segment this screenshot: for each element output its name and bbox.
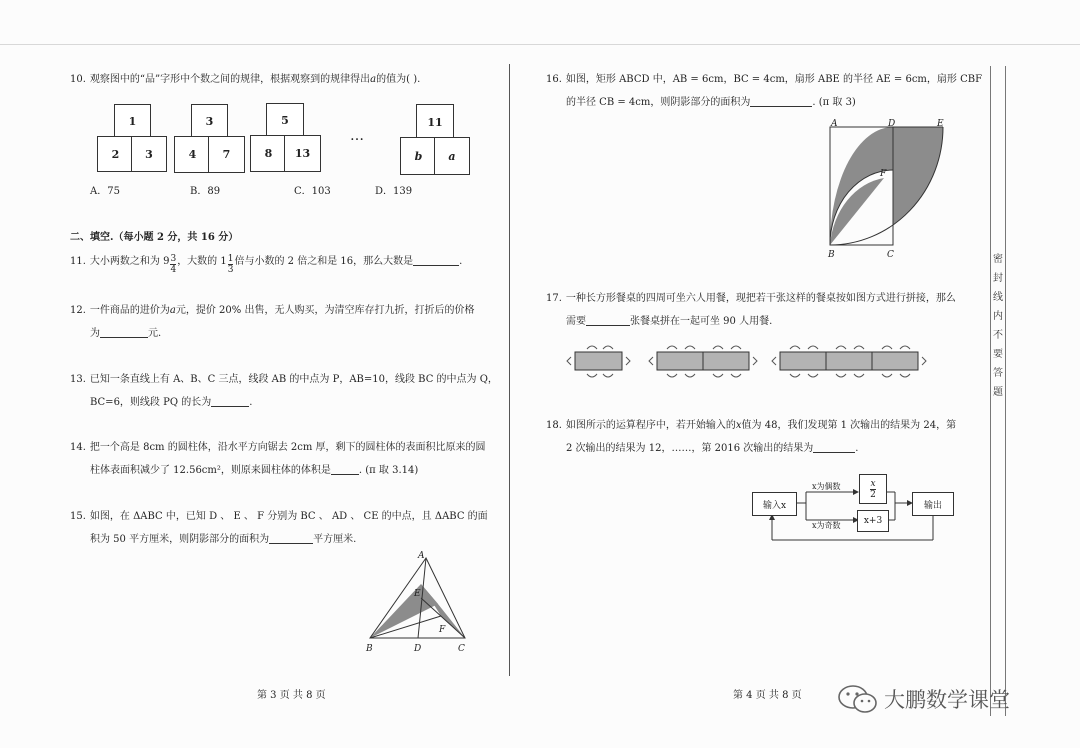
fraction: $\frac{1}{3}$ [227, 254, 234, 275]
top-border [0, 44, 1080, 45]
answer-blank[interactable] [813, 440, 855, 453]
pin-left: b [400, 137, 437, 175]
label-d: D [414, 644, 422, 654]
answer-blank[interactable] [211, 394, 249, 407]
choice-d[interactable]: D．139 [375, 186, 413, 197]
table-group-3 [772, 346, 926, 377]
question-17: 17. 一种长方形餐桌的四周可坐六人用餐，现把若干张这样的餐桌按如图方式进行拼接，那么 [546, 293, 956, 304]
label-b: B [366, 644, 373, 654]
ellipsis: … [350, 128, 364, 144]
flow-half-box [859, 474, 887, 504]
table-group-2 [649, 346, 757, 377]
label-e: E [414, 589, 421, 599]
table [872, 352, 918, 370]
section-title: 二、填空.（每小题 2 分，共 16 分） [70, 232, 239, 243]
question-18: 18. 如图所示的运算程序中，若开始输入的x值为 48，我们发现第 1 次输出的结果为 24，第 [546, 420, 957, 431]
question-14: 14. 把一个高是 8cm 的圆柱体，沿水平方向锯去 2cm 厚，剩下的圆柱体的表面积比原来的圆 [70, 442, 486, 453]
label-b: B [828, 250, 835, 260]
fraction: $\frac{x}{2}$ [870, 478, 876, 500]
pin-left: 8 [250, 135, 287, 172]
table [657, 352, 703, 370]
footer-right: 第 4 页 共 8 页 [733, 690, 802, 701]
flow-output-box: 输出 [912, 492, 954, 516]
question-15-line2: 积为 50 平方厘米，则阴影部分的面积为 平方厘米. [90, 528, 356, 551]
question-14-line2: 柱体表面积减少了 12.56cm²，则原来圆柱体的体积是 . (π 取 3.14) [90, 459, 418, 482]
pin-right: 13 [284, 135, 321, 172]
question-12-line2: 为 元. [90, 322, 161, 345]
wechat-icon [836, 682, 880, 716]
flow-input-box: 输入x [752, 492, 797, 516]
label-a: A [831, 119, 838, 129]
answer-blank[interactable] [269, 531, 313, 544]
label-a: A [418, 551, 425, 561]
fraction: $\frac{3}{4}$ [170, 254, 177, 275]
pin-left: 4 [174, 136, 211, 173]
choice-c[interactable]: C．103 [294, 186, 331, 197]
question-17-line2: 需要 张餐桌拼在一起可坐 90 人用餐. [566, 310, 772, 333]
pin-top: 11 [416, 104, 454, 140]
question-13: 13. 已知一条直线上有 A、B、C 三点，线段 AB 的中点为 P，AB=10，线段 BC 的中点为 Q， [70, 374, 498, 385]
table [826, 352, 872, 370]
pin-right: 7 [208, 136, 245, 173]
choice-a[interactable]: A．75 [90, 186, 120, 197]
pin-top: 5 [266, 103, 304, 138]
answer-blank[interactable] [413, 253, 459, 266]
label-c: C [887, 250, 894, 260]
question-12: 12. 一件商品的进价为a元，提价 20% 出售，无人购买，为清空库存打九折，打折后的价格 [70, 305, 475, 316]
choice-b[interactable]: B．89 [190, 186, 221, 197]
binding-text: 密封线内不要答题 [993, 254, 1003, 398]
pin-left: 2 [97, 136, 134, 172]
answer-blank[interactable] [331, 462, 359, 475]
table-group-1 [567, 346, 630, 377]
rectangle-sector-figure [820, 118, 950, 260]
flow-plus3-box: x+3 [857, 510, 889, 532]
watermark-text: 大鹏数学课堂 [884, 688, 1010, 712]
triangle-figure [360, 550, 480, 660]
question-10: 10. 观察图中的“品”字形中个数之间的规律，根据观察到的规律得出a的值为( ). [70, 74, 421, 85]
label-d: D [888, 119, 896, 129]
question-18-line2: 2 次输出的结果为 12，……，第 2016 次输出的结果为 . [566, 437, 858, 460]
label-c: C [458, 644, 465, 654]
label-f: F [880, 169, 887, 179]
answer-blank[interactable] [586, 313, 630, 326]
label-e: E [937, 119, 944, 129]
question-16: 16. 如图，矩形 ABCD 中，AB = 6cm，BC = 4cm，扇形 ABE 的半径 AE = 6cm，扇形 CBF [546, 74, 983, 85]
unshaded-inner [830, 170, 893, 245]
footer-left: 第 3 页 共 8 页 [257, 690, 326, 701]
label-f: F [439, 625, 446, 635]
pin-top: 1 [114, 104, 151, 139]
question-13-line2: BC=6，则线段 PQ 的长为 . [90, 391, 252, 414]
question-16-line2: 的半径 CB = 4cm，则阴影部分的面积为 . (π 取 3) [566, 91, 856, 114]
question-11: 11. 大小两数之和为 9 $\frac{3}{4}$ ，大数的 1 $\frac{1}{3}$ 倍与小数的 2 倍之和是 16，那么大数是 . [70, 254, 463, 275]
pin-right: a [434, 137, 470, 175]
watermark [836, 682, 1010, 716]
flow-label-odd: x为奇数 [812, 521, 841, 530]
pin-right: 3 [131, 136, 167, 172]
flow-label-even: x为偶数 [812, 482, 841, 491]
table [703, 352, 749, 370]
pin-top: 3 [191, 104, 228, 139]
page-divider [509, 64, 510, 676]
question-15: 15. 如图，在 ΔABC 中，已知 D 、 E 、 F 分别为 BC 、 AD 、 CE 的中点，且 ΔABC 的面 [70, 511, 488, 522]
tables-figure [565, 340, 945, 382]
table [575, 352, 622, 370]
answer-blank[interactable] [100, 325, 148, 338]
table [780, 352, 826, 370]
answer-blank[interactable] [750, 94, 812, 107]
